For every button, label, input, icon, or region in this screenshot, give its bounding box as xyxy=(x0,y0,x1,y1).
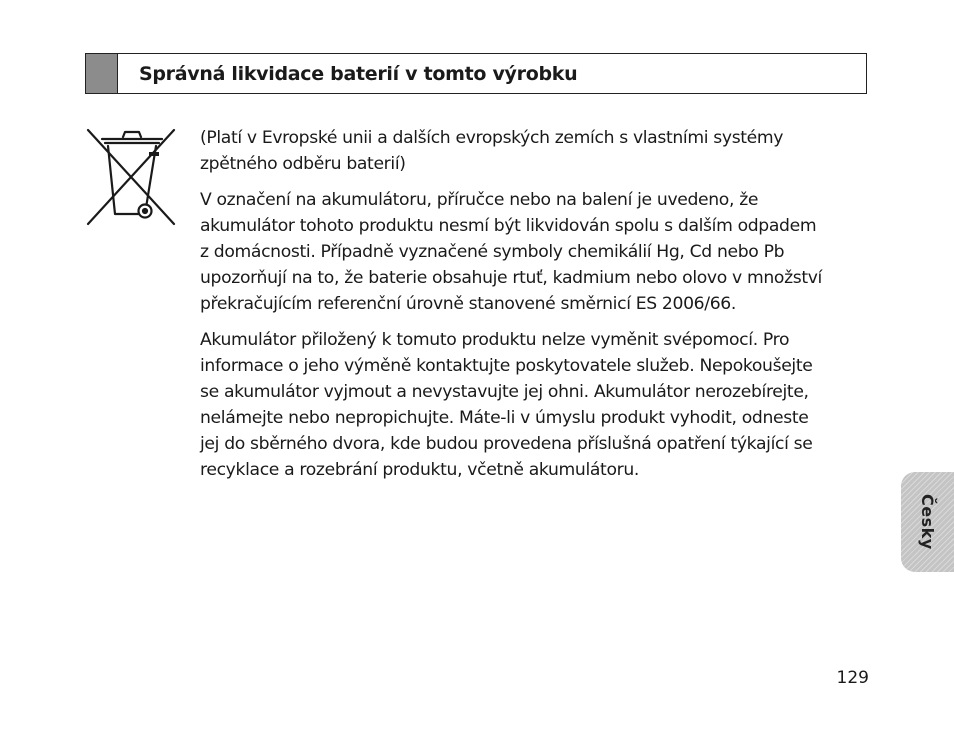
section-title: Správná likvidace baterií v tomto výrobku xyxy=(139,62,578,85)
page-number: 129 xyxy=(836,668,869,688)
crossed-out-bin-icon xyxy=(84,126,180,228)
language-tab xyxy=(901,472,954,572)
language-label: Česky xyxy=(918,494,937,550)
section-marker xyxy=(86,54,118,93)
section-header xyxy=(85,53,867,94)
paragraph-scope: (Platí v Evropské unii a dalších evropských zemích s vlastními systémy zpětného odběru baterií) xyxy=(200,128,784,174)
body-content xyxy=(200,125,860,493)
paragraph-marking: V označení na akumulátoru, příručce nebo na balení je uvedeno, že akumulátor tohoto produktu nesmí být likvidován spolu s dalším odpadem z domácnosti. Případně vyznačené symboly chemikálií Hg, Cd nebo Pb upozorňují na to, že baterie obsahuje rtuť, kadmium nebo olovo v množství překračujícím referenční úrovně stanovené směrnicí ES 2006/66. xyxy=(200,190,822,314)
paragraph-replacement: Akumulátor přiložený k tomuto produktu nelze vyměnit svépomocí. Pro informace o jeho výměně kontaktujte poskytovatele služeb. Nepokoušejte se akumulátor vyjmout a nevystavujte jej ohni. Akumulátor nerozebírejte, nelámejte nebo nepropichujte. Máte-li v úmyslu produkt vyhodit, odneste jej do sběrného dvora, kde budou provedena příslušná opatření týkající se recyklace a rozebrání produktu, včetně akumulátoru. xyxy=(200,330,813,480)
